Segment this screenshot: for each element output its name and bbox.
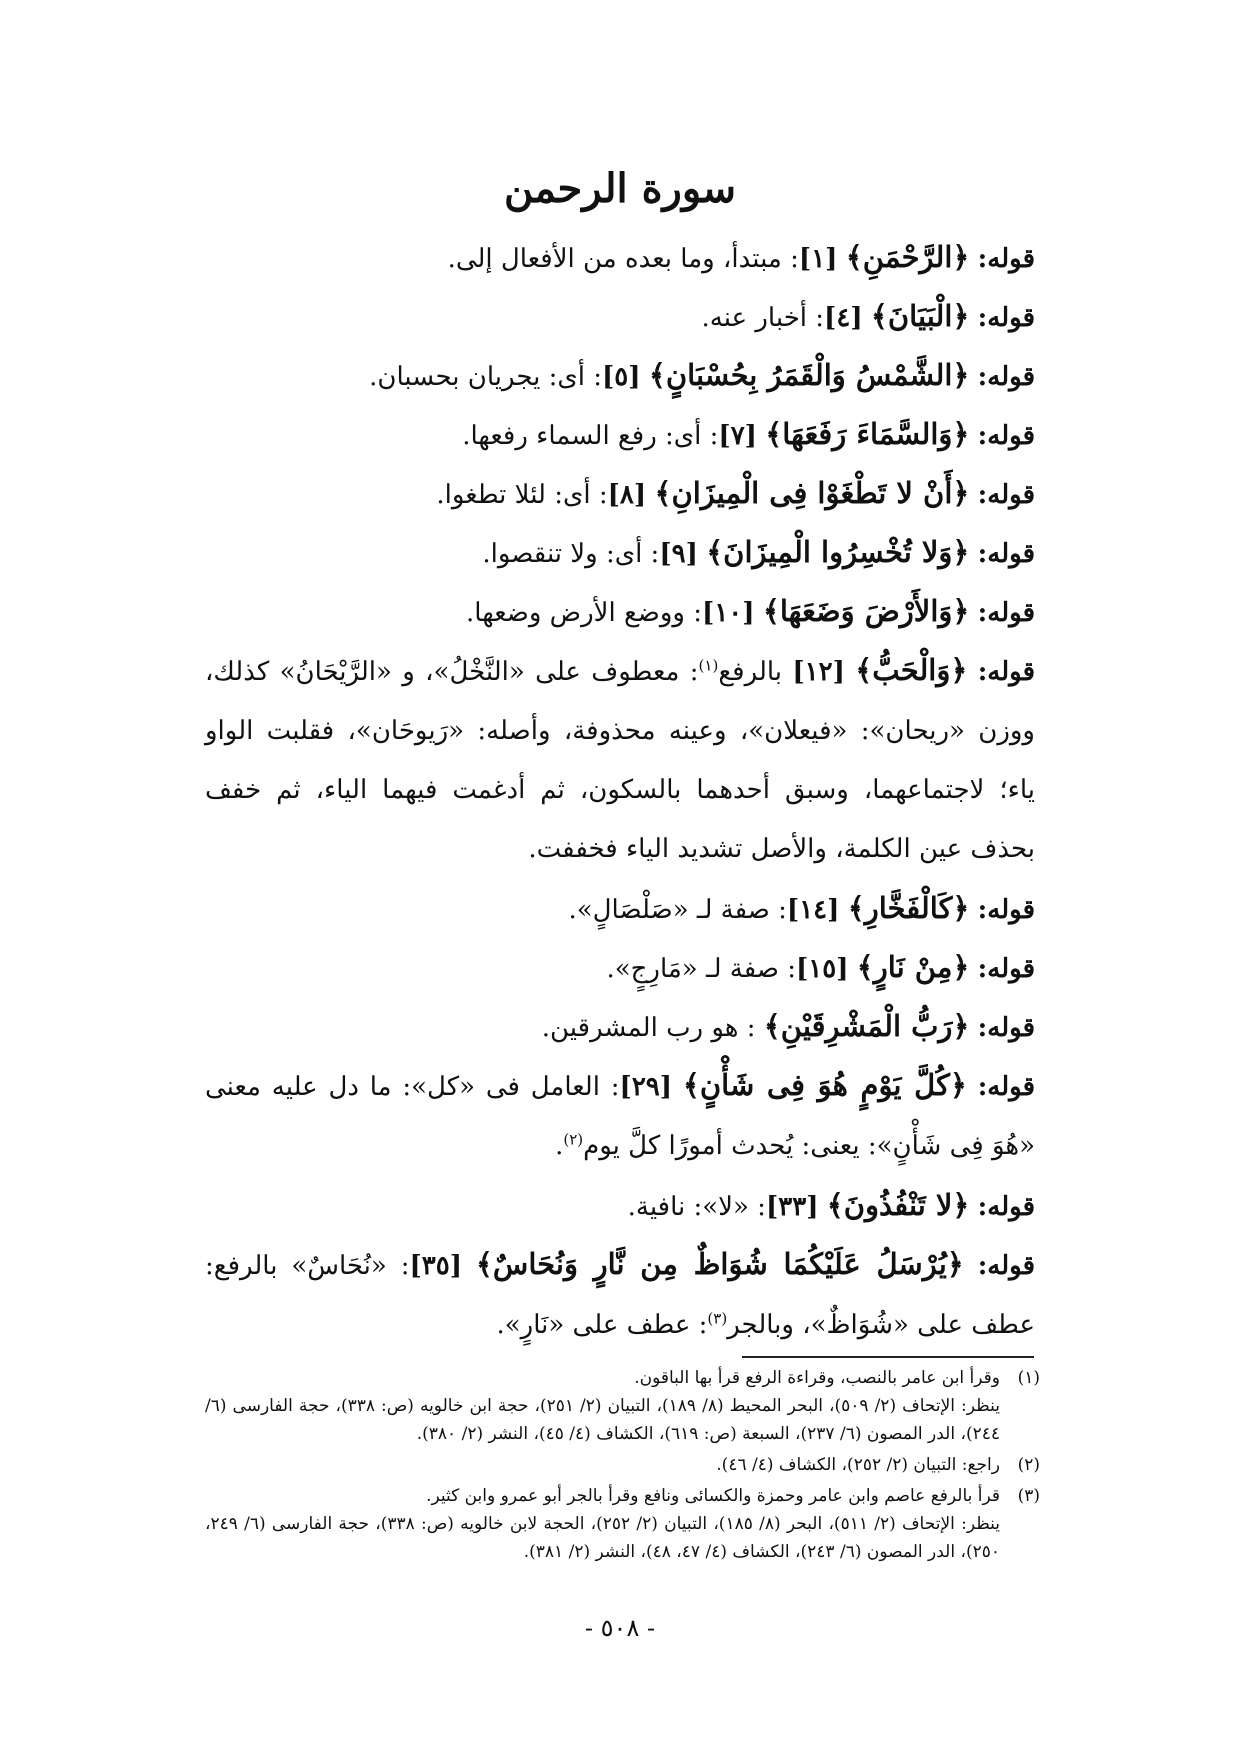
footnote bbox=[205, 1451, 1040, 1479]
quran-quote: ﴿رَبُّ الْمَشْرِقَيْنِ﴾ bbox=[763, 1009, 970, 1043]
footnote-separator bbox=[742, 1356, 1034, 1358]
entry-text: : «نُحَاسٌ» بالرفع: عطف على «شُوَاظٌ»، وبالجر bbox=[205, 1251, 1035, 1340]
entry-text: : أى: رفع السماء رفعها. bbox=[462, 421, 719, 451]
entry-text: بالرفع bbox=[718, 657, 793, 687]
entry-prefix: قوله: bbox=[977, 895, 1035, 925]
quran-quote: ﴿يُرْسَلُ عَلَيْكُمَا شُوَاظٌ مِن نَّارٍ وَنُحَاسٌ﴾ bbox=[475, 1247, 964, 1281]
verse-number: [٤] bbox=[824, 303, 863, 333]
entries-group-2 bbox=[205, 879, 1035, 1056]
quran-quote: ﴿وَلا تُخْسِرُوا الْمِيزَانَ﴾ bbox=[706, 535, 970, 569]
footnote-text: وقرأ ابن عامر بالنصب، وقراءة الرفع قرأ بها الباقون. bbox=[634, 1368, 1000, 1388]
entry-line bbox=[205, 228, 1035, 287]
footnote-line bbox=[205, 1392, 1040, 1448]
quran-quote: ﴿لا تَنْفُذُونَ﴾ bbox=[826, 1188, 970, 1222]
entry-text: : «لا»: نافية. bbox=[627, 1192, 766, 1222]
footnote-label: (١) bbox=[1017, 1368, 1040, 1388]
verse-number: [٣٥] bbox=[409, 1251, 463, 1281]
verse-number: [٣٣] bbox=[765, 1192, 819, 1222]
footnote-line bbox=[205, 1510, 1040, 1566]
footnote-label: (٢) bbox=[1017, 1455, 1040, 1475]
footnote-label: (٣) bbox=[1017, 1486, 1040, 1506]
entry-text: : معطوف على «النَّخْلُ»، و «الرَّيْحَانُ» كذلك، ووزن «ريحان»: «فيعلان»، وعينه محذوفة، وأصله: «رَيوحَان»، فقلبت الواو ياء؛ لاجتماعهما، وسبق أحدهما بالسكون، ثم أدغمت فيهما الياء، ثم خفف بحذف عين الكلمة، والأصل تشديد الياء فخففت. bbox=[205, 657, 1035, 864]
footnote-marker-1[interactable]: (١) bbox=[698, 656, 719, 675]
entry-line bbox=[205, 1176, 1035, 1235]
entry-line bbox=[205, 346, 1035, 405]
quran-quote: ﴿أَنْ لا تَطْغَوْا فِى الْمِيزَانِ﴾ bbox=[654, 476, 970, 510]
entry-text: . bbox=[555, 1131, 564, 1161]
quran-quote: ﴿كَالْفَخَّارِ﴾ bbox=[847, 891, 970, 925]
entry-line bbox=[205, 582, 1035, 641]
quran-quote: ﴿وَالسَّمَاءَ رَفَعَهَا﴾ bbox=[765, 417, 970, 451]
footnote-text: قرأ بالرفع عاصم وابن عامر وحمزة والكسائى ونافع وقرأ بالجر أبو عمرو وابن كثير. bbox=[426, 1486, 1000, 1506]
entry-text: : ووضع الأرض وضعها. bbox=[466, 598, 702, 628]
verse-number: [٢٩] bbox=[619, 1072, 673, 1102]
verse-number: [٥] bbox=[601, 362, 641, 392]
entry-prefix: قوله: bbox=[977, 303, 1035, 333]
entry-text: : أى: لئلا تطغوا. bbox=[436, 480, 608, 510]
quran-quote: ﴿الرَّحْمَنِ﴾ bbox=[845, 240, 970, 274]
verse-number: [١٤] bbox=[786, 895, 840, 925]
entry-prefix: قوله: bbox=[977, 421, 1035, 451]
entry-prefix: قوله: bbox=[977, 1013, 1035, 1043]
entry-line bbox=[205, 464, 1035, 523]
verse-number: [١٢] bbox=[792, 657, 845, 687]
footnote bbox=[205, 1482, 1040, 1566]
entry-text: : صفة لـ «مَارِجٍ». bbox=[606, 954, 796, 984]
entry-prefix: قوله: bbox=[977, 1072, 1036, 1102]
entry-line bbox=[205, 938, 1035, 997]
footnote-marker-3[interactable]: (٣) bbox=[707, 1309, 728, 1328]
verse-number: [٨] bbox=[607, 480, 647, 510]
entry-line bbox=[205, 997, 1035, 1056]
entry-text: : أخبار عنه. bbox=[701, 303, 825, 333]
footnote-text: راجع: التبيان (٢/ ٢٥٢)، الكشاف (٤/ ٤٦). bbox=[716, 1455, 1000, 1475]
footnote-line bbox=[205, 1364, 1040, 1392]
verse-number: [٩] bbox=[659, 539, 698, 569]
entry-paragraph-habb bbox=[205, 641, 1035, 879]
quran-quote: ﴿وَالأَرْضَ وَضَعَهَا﴾ bbox=[762, 594, 970, 628]
entry-text: : صفة لـ «صَلْصَالٍ». bbox=[568, 895, 787, 925]
footnote-line bbox=[205, 1482, 1040, 1510]
footnote-marker-2[interactable]: (٢) bbox=[563, 1130, 584, 1149]
footnotes bbox=[205, 1364, 1040, 1569]
quran-quote: ﴿الشَّمْسُ وَالْقَمَرُ بِحُسْبَانٍ﴾ bbox=[648, 358, 970, 392]
entry-line bbox=[205, 287, 1035, 346]
footnote bbox=[205, 1364, 1040, 1448]
footnote-line bbox=[205, 1451, 1040, 1479]
verse-number: [١] bbox=[798, 244, 838, 274]
entry-text: : مبتدأ، وما بعده من الأفعال إلى. bbox=[447, 244, 799, 274]
entry-prefix: قوله: bbox=[977, 1192, 1035, 1222]
entry-text: : أى: ولا تنقصوا. bbox=[482, 539, 660, 569]
footnote-text: ينظر: الإتحاف (٢/ ٥٠٩)، البحر المحيط (٨/ ١٨٩)، التبيان (٢/ ٢٥١)، حجة ابن خالويه (ص: ٣٣٨)، حجة الفارسى (٦/ ٢٤٤)، الدر المصون (٦/ ٢٣٧)، السبعة (ص: ٦١٩)، الكشاف (٤/ ٤٥)، النشر (٢/ ٣٨٠). bbox=[205, 1396, 1000, 1444]
entry-prefix: قوله: bbox=[977, 657, 1036, 687]
quran-quote: ﴿وَالْحَبُّ﴾ bbox=[855, 653, 968, 687]
entry-prefix: قوله: bbox=[977, 244, 1035, 274]
entry-paragraph-yursal bbox=[205, 1235, 1035, 1355]
entry-text: : أى: يجريان بحسبان. bbox=[369, 362, 602, 392]
entry-prefix: قوله: bbox=[977, 362, 1035, 392]
entry-paragraph-kull bbox=[205, 1056, 1035, 1176]
entry-line bbox=[205, 405, 1035, 464]
verse-number: [١٥] bbox=[795, 954, 849, 984]
commentary-body bbox=[205, 228, 1035, 1355]
surah-title: سورة الرحمن bbox=[503, 165, 737, 212]
entry-prefix: قوله: bbox=[977, 539, 1035, 569]
quran-quote: ﴿كُلَّ يَوْمٍ هُوَ فِى شَأْنٍ﴾ bbox=[682, 1068, 967, 1102]
entry-line bbox=[205, 523, 1035, 582]
quran-quote: ﴿مِنْ نَارٍ﴾ bbox=[856, 950, 970, 984]
footnote-text: ينظر: الإتحاف (٢/ ٥١١)، البحر (٨/ ١٨٥)، التبيان (٢/ ٢٥٢)، الحجة لابن خالويه (ص: ٣٣٨)، حجة الفارسى (٦/ ٢٤٩، ٢٥٠)، الدر المصون (٦/ ٢٤٣)، الكشاف (٤/ ٤٧، ٤٨)، النشر (٢/ ٣٨١). bbox=[205, 1514, 1001, 1562]
entry-prefix: قوله: bbox=[977, 1251, 1036, 1281]
quran-quote: ﴿الْبَيَانَ﴾ bbox=[870, 299, 970, 333]
entry-prefix: قوله: bbox=[977, 480, 1035, 510]
entry-prefix: قوله: bbox=[977, 598, 1035, 628]
entry-line bbox=[205, 879, 1035, 938]
entry-text: : عطف على «نَارٍ». bbox=[496, 1310, 708, 1340]
entries-group-1 bbox=[205, 228, 1035, 641]
entry-prefix: قوله: bbox=[977, 954, 1035, 984]
verse-number: [٧] bbox=[718, 421, 757, 451]
entry-text: : هو رب المشرقين. bbox=[541, 1013, 756, 1043]
verse-number: [١٠] bbox=[702, 598, 755, 628]
entry-text: : العامل فى «كل»: ما دل عليه معنى «هُوَ فِى شَأْنٍ»: يعنى: يُحدث أمورًا كلَّ يوم bbox=[205, 1072, 1035, 1161]
page-number: - ٥٠٨ - bbox=[584, 1614, 656, 1642]
